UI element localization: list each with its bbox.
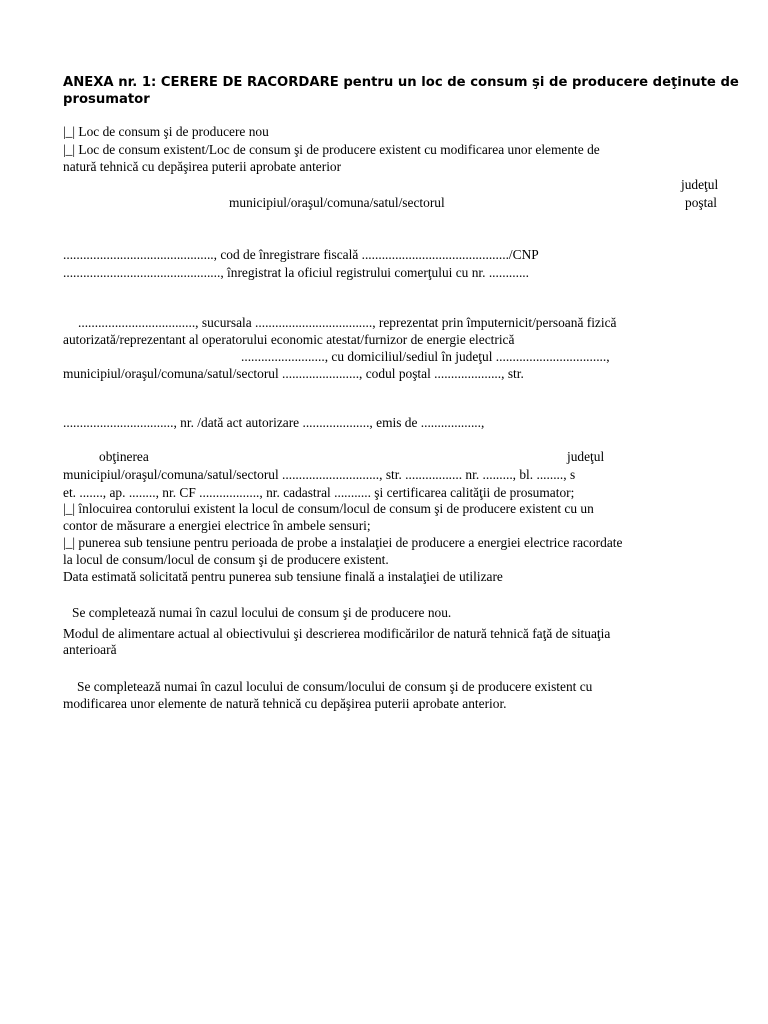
text-line: natură tehnică cu depăşirea puterii aprobate anterior — [63, 159, 342, 174]
document-title: ANEXA nr. 1: CERERE DE RACORDARE pentru un loc de consum şi de producere deţinute de prosumator — [63, 75, 739, 107]
checkbox-inlocuire-contor: |_| înlocuirea contorului existent la locul de consum/locul de consum şi de producere existent cu un — [63, 501, 594, 516]
text-line: anterioară — [63, 642, 117, 657]
label-municipiul: municipiul/oraşul/comuna/satul/sectorul — [229, 195, 445, 210]
label-obtinerea: obţinerea — [99, 449, 149, 464]
text-line: contor de măsurare a energiei electrice în ambele sensuri; — [63, 518, 371, 533]
field-cf-cadastral: et. ......., ap. ........, nr. CF .................., nr. cadastral ........... şi certificarea calităţii de prosumator; — [63, 485, 575, 500]
text-line: la locul de consum/locul de consum şi de producere existent. — [63, 552, 389, 567]
field-adresa: municipiul/oraşul/comuna/satul/sectorul ............................., str. ................. nr. ........., bl. ........, s — [63, 467, 576, 482]
checkbox-existing-consumption-place: |_| Loc de consum existent/Loc de consum şi de producere existent cu modificarea unor elemente de — [63, 142, 600, 157]
field-adresa-domiciliu: municipiul/oraşul/comuna/satul/sectorul ......................., codul poştal ...................., str. — [63, 366, 524, 381]
label-data-estimata: Data estimată solicitată pentru punerea sub tensiune finală a instalaţiei de utilizare — [63, 569, 503, 584]
label-postal: poştal — [685, 195, 717, 210]
checkbox-punere-probe: |_| punerea sub tensiune pentru perioada de probe a instalaţiei de producere a energiei electrice racordate — [63, 535, 623, 550]
label-modul-alimentare: Modul de alimentare actual al obiectivului şi descrierea modificărilor de natură tehnică faţă de situaţia — [63, 626, 611, 641]
note-new-place: Se completează numai în cazul locului de consum şi de producere nou. — [72, 605, 452, 620]
label-judetul-2: judeţul — [567, 449, 605, 464]
checkbox-new-consumption-place: |_| Loc de consum şi de producere nou — [63, 124, 269, 139]
text-line: modificarea unor elemente de natură tehnică cu depăşirea puterii aprobate anterior. — [63, 696, 507, 711]
field-act-autorizare: ................................., nr. /dată act autorizare ...................., emis de .................., — [63, 415, 485, 430]
note-existing-place: Se completează numai în cazul locului de consum/locului de consum şi de producere existent cu — [77, 679, 593, 694]
field-registru-comert: ..............................................., înregistrat la oficiul registrului comerţului cu nr. ............ — [63, 265, 529, 280]
field-cod-fiscal: ............................................., cod de înregistrare fiscală ............................................/CNP — [63, 247, 539, 262]
field-domiciliu: ........................., cu domiciliul/sediul în judeţul ................................., — [241, 349, 610, 364]
field-sucursala: ..................................., sucursala ..................................., reprezentat prin împuternicit/persoană fizică — [78, 315, 617, 330]
text-line: autorizată/reprezentant al operatorului economic atestat/furnizor de energie electrică — [63, 332, 515, 347]
label-judetul: judeţul — [681, 177, 719, 192]
